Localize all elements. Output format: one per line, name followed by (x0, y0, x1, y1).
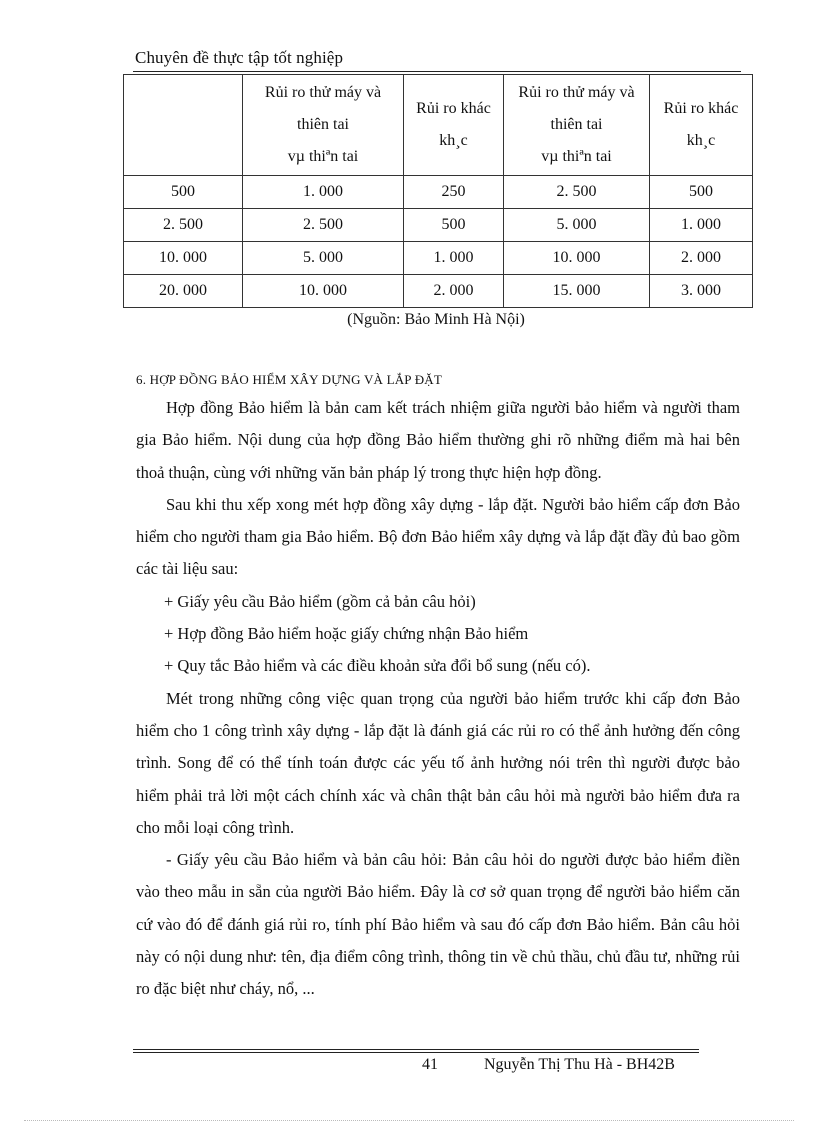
table-cell: 500 (404, 209, 504, 242)
table-cell: 2. 500 (243, 209, 404, 242)
paragraph: Mét trong những công việc quan trọng của người bảo hiểm trước khi cấp đơn Bảo hiểm cho 1 công trình xây dựng - lắp đặt là đánh giá các rủi ro có thể ảnh hưởng đến công trình. Song để có thể tính toán được các yếu tố ảnh hưởng nói trên thì người được bảo hiểm phải trả lời một cách chính xác và chân thật bản câu hỏi mà người bảo hiểm đưa ra cho mỗi loại công trình. (136, 688, 740, 837)
table-cell: 1. 000 (650, 209, 753, 242)
table-cell: 2. 000 (650, 242, 753, 275)
table-header-row (124, 75, 753, 176)
table-header-cell: Rủi ro khác kh¸c (404, 75, 504, 176)
paragraph: Sau khi thu xếp xong mét hợp đồng xây dựng - lắp đặt. Người bảo hiểm cấp đơn Bảo hiểm cho người tham gia Bảo hiểm. Bộ đơn Bảo hiểm xây dựng và lắp đặt đầy đủ bao gồm các tài liệu sau: (136, 494, 740, 579)
table-row (124, 242, 753, 275)
rate-table (123, 74, 753, 308)
table-header-cell: Rủi ro thử máy và thiên tai vµ thiªn tai (243, 75, 404, 176)
header-rule (133, 71, 741, 72)
table-row (124, 176, 753, 209)
table-cell: 15. 000 (504, 275, 650, 308)
table-cell: 250 (404, 176, 504, 209)
table-cell: 20. 000 (124, 275, 243, 308)
paragraph: - Giấy yêu cầu Bảo hiểm và bản câu hỏi: Bản câu hỏi do người được bảo hiểm điền vào theo mẫu in sẵn của người Bảo hiểm. Đây là cơ sở quan trọng để người bảo hiểm căn cứ vào đó để đánh giá rủi ro, tính phí Bảo hiểm và sau đó cấp đơn Bảo hiểm. Bản câu hỏi này có nội dung như: tên, địa điểm công trình, thông tin về chủ thầu, chủ đầu tư, những rủi ro đặc biệt như cháy, nổ, ... (136, 850, 740, 999)
footer-author: Nguyễn Thị Thu Hà - BH42B (484, 1056, 675, 1073)
table-cell: 1. 000 (243, 176, 404, 209)
table-row (124, 275, 753, 308)
list-item: + Hợp đồng Bảo hiểm hoặc giấy chứng nhận Bảo hiểm (164, 624, 529, 644)
body-text (136, 392, 740, 1006)
table-cell: 1. 000 (404, 242, 504, 275)
table-cell: 2. 500 (504, 176, 650, 209)
table-cell: 10. 000 (243, 275, 404, 308)
table-header-cell: Rủi ro khác kh¸c (650, 75, 753, 176)
page-edge-divider (24, 1120, 794, 1121)
paragraph: Hợp đồng Bảo hiểm là bản cam kết trách nhiệm giữa người bảo hiểm và người tham gia Bảo hiểm. Nội dung của hợp đồng Bảo hiểm thường ghi rõ những điểm mà hai bên thoả thuận, cùng với những văn bản pháp lý trong thực hiện hợp đồng. (136, 398, 740, 482)
running-header-title: Chuyên đề thực tập tốt nghiệp (135, 48, 344, 67)
table-cell: 2. 000 (404, 275, 504, 308)
list-item: + Quy tắc Bảo hiểm và các điều khoản sửa đổi bổ sung (nếu có). (164, 656, 591, 676)
section-heading: 6. HỢP ĐỒNG BẢO HIỂM XÂY DỰNG VÀ LẮP ĐẶT (136, 372, 443, 387)
table-source-note: (Nguồn: Bảo Minh Hà Nội) (347, 311, 525, 328)
footer-rule (133, 1049, 699, 1050)
table-cell: 5. 000 (504, 209, 650, 242)
footer-rule (133, 1052, 699, 1053)
table-header-cell (124, 75, 243, 176)
table-row (124, 209, 753, 242)
list-item: + Giấy yêu cầu Bảo hiểm (gồm cả bản câu hỏi) (164, 591, 476, 611)
table-cell: 10. 000 (504, 242, 650, 275)
table-cell: 500 (650, 176, 753, 209)
table-cell: 10. 000 (124, 242, 243, 275)
table-cell: 500 (124, 176, 243, 209)
table-header-cell: Rủi ro thử máy và thiên tai vµ thiªn tai (504, 75, 650, 176)
table-cell: 3. 000 (650, 275, 753, 308)
page-number: 41 (422, 1056, 438, 1073)
table-cell: 5. 000 (243, 242, 404, 275)
table-cell: 2. 500 (124, 209, 243, 242)
